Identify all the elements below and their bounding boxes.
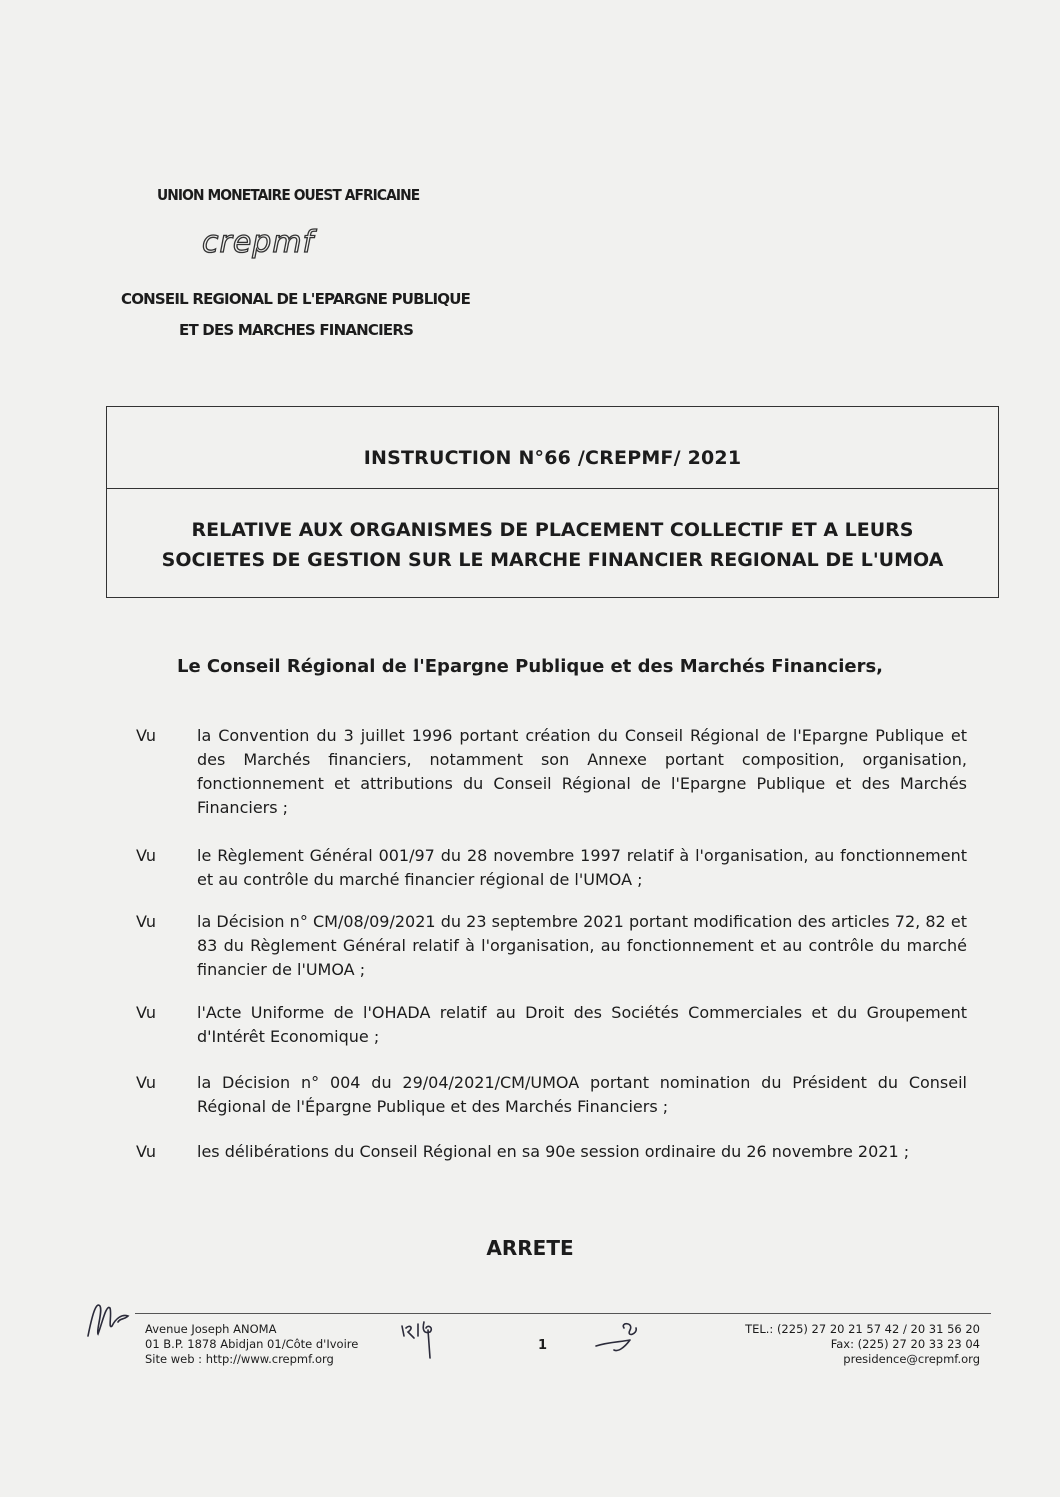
footer-address — [145, 1322, 358, 1367]
arrete-heading: ARRETE — [486, 1236, 574, 1260]
title-box-divider — [106, 488, 999, 489]
vu-label: Vu — [136, 912, 156, 931]
telephone: TEL.: (225) 27 20 21 57 42 / 20 31 56 20 — [745, 1322, 980, 1336]
vu-text: la Décision n° CM/08/09/2021 du 23 septembre 2021 portant modification des articles 72, 82 et 83 du Règlement Général relatif à l'organisation, au fonctionnement et au contrôle du marché financier de l'UMOA ; — [197, 912, 967, 979]
fax: Fax: (225) 27 20 33 23 04 — [830, 1337, 980, 1351]
preamble: Le Conseil Régional de l'Epargne Publique et des Marchés Financiers, — [176, 656, 884, 677]
vu-label: Vu — [136, 1003, 156, 1022]
instruction-title: INSTRUCTION N°66 /CREPMF/ 2021 — [363, 447, 742, 469]
vu-text: l'Acte Uniforme de l'OHADA relatif au Droit des Sociétés Commerciales et du Groupement d'Intérêt Economique ; — [197, 1003, 967, 1046]
conseil-heading-line2: ET DES MARCHES FINANCIERS — [179, 321, 414, 339]
footer-contact — [745, 1322, 980, 1367]
vu-text: la Convention du 3 juillet 1996 portant création du Conseil Régional de l'Epargne Publique et des Marchés financiers, notamment son Annexe portant composition, organisation, fonctionnement et attributions du Conseil Régional de l'Epargne Publique et des Marchés Financiers ; — [197, 726, 967, 817]
address-line-1: Avenue Joseph ANOMA — [145, 1322, 277, 1336]
vu-label: Vu — [136, 1142, 156, 1161]
vu-text: le Règlement Général 001/97 du 28 novembre 1997 relatif à l'organisation, au fonctionnement et au contrôle du marché financier régional de l'UMOA ; — [197, 846, 967, 889]
signature-initials-right — [594, 1318, 654, 1362]
email[interactable]: presidence@crepmf.org — [843, 1352, 980, 1366]
logo-text: crepmf — [202, 225, 315, 260]
website[interactable]: Site web : http://www.crepmf.org — [145, 1352, 334, 1366]
conseil-heading-line1: CONSEIL REGIONAL DE L'EPARGNE PUBLIQUE — [121, 290, 471, 308]
vu-label: Vu — [136, 1073, 156, 1092]
vu-label: Vu — [136, 846, 156, 865]
crepmf-logo — [200, 222, 360, 262]
union-heading: UNION MONETAIRE OUEST AFRICAINE — [157, 186, 420, 204]
instruction-subject — [106, 515, 999, 575]
signature-initials-left — [78, 1296, 138, 1350]
footer-divider — [135, 1313, 991, 1314]
page-number: 1 — [538, 1338, 548, 1353]
subject-line-2: SOCIETES DE GESTION SUR LE MARCHE FINANCIER REGIONAL DE L'UMOA — [161, 549, 944, 571]
address-line-2: 01 B.P. 1878 Abidjan 01/Côte d'Ivoire — [145, 1337, 359, 1351]
vu-label: Vu — [136, 726, 156, 745]
signature-initials-middle — [398, 1314, 458, 1368]
vu-text: les délibérations du Conseil Régional en sa 90e session ordinaire du 26 novembre 2021 ; — [197, 1142, 910, 1161]
subject-line-1: RELATIVE AUX ORGANISMES DE PLACEMENT COLLECTIF ET A LEURS — [191, 519, 914, 541]
vu-text: la Décision n° 004 du 29/04/2021/CM/UMOA portant nomination du Président du Conseil Régional de l'Épargne Publique et des Marchés Financiers ; — [197, 1073, 967, 1116]
